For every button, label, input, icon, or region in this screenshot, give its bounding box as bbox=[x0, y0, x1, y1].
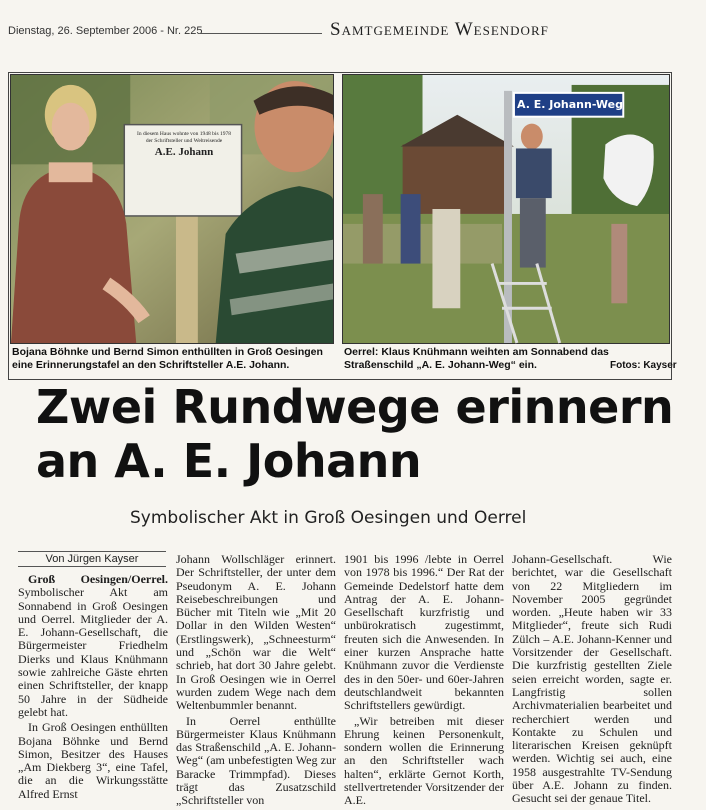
photo-credit: Fotos: Kayser bbox=[610, 360, 677, 371]
plaque-line-1: In diesem Haus wohnte von 1948 bis 1978 bbox=[137, 131, 231, 137]
col1-paragraph-2: In Groß Oesingen enthüllten Bojana Böhnke und Bernd Simon, Besitzer des Hauses „Am Diekberg 3“, eine Tafel, die an die Wirkungsstätte Alfred Ernst bbox=[18, 720, 168, 801]
col3-paragraph-2: „Wir betreiben mit dieser Ehrung keinen Personenkult, sondern wollen die Erinnerung an den Schriftsteller wach halten“, erklärte Gernot Korth, stellvertretender Vorsitzender der A.E. bbox=[344, 713, 504, 808]
article-column-3 bbox=[344, 553, 504, 810]
street-sign-label: A. E. Johann-Weg bbox=[517, 98, 623, 111]
article-column-1 bbox=[18, 573, 168, 803]
photo-caption-left: Bojana Böhnke und Bernd Simon enthüllten in Groß Oesingen eine Erinnerungstafel an den Schriftsteller A.E. Johann. bbox=[12, 346, 323, 371]
article-subhead: Symbolischer Akt in Groß Oesingen und Oerrel bbox=[130, 508, 527, 528]
col1-paragraph-1 bbox=[18, 573, 168, 719]
byline: Von Jürgen Kayser bbox=[45, 553, 139, 565]
article-column-2 bbox=[176, 553, 336, 810]
page-header bbox=[8, 19, 706, 46]
plaque-line-2: der Schriftsteller und Weltreisende bbox=[145, 138, 223, 144]
issue-date: Dienstag, 26. September 2006 - Nr. 225 bbox=[8, 25, 203, 37]
article-column-4 bbox=[512, 553, 672, 808]
plaque-text bbox=[129, 131, 239, 159]
section-title: Samtgemeinde Wesendorf bbox=[330, 19, 549, 40]
headline-line-2: an A. E. Johann bbox=[36, 434, 422, 488]
col3-paragraph-1: 1901 bis 1996 /lebte in Oerrel von 1978 bis 1996.“ Der Rat der Gemeinde Dedelstorf hatte dem Antrag der A. E. Johann-Gesellschaft kurzfristig und unbürokratisch zugestimmt, freuten sich die Anwesenden. In einer kurzen Ansprache hatte Knühmann zuvor die Verdienste des in den 50er- und 60er-Jahren deutschlandweit bekannten Schriftstellers gewürdigt. bbox=[344, 552, 504, 713]
photo-street-sign bbox=[342, 74, 670, 344]
header-rule bbox=[200, 33, 322, 34]
byline-box bbox=[18, 551, 166, 567]
photo-caption-right: Oerrel: Klaus Knühmann weihten am Sonnabend das Straßenschild „A. E. Johann-Weg“ ein. bbox=[344, 346, 609, 371]
col2-paragraph-2: In Oerrel enthüllte Bürgermeister Klaus Knühmann das Straßenschild „A. E. Johann-Weg“ (am unbefestigten Weg zur Baracke Trimmpfad). Dieses trägt das Zusatzschild „Schriftsteller von bbox=[176, 713, 336, 808]
col2-paragraph-1: Johann Wollschläger erinnert. Der Schriftsteller, der unter dem Pseudonym A. E. Johann Reisebeschreibungen und Bücher mit Titeln wie „Mit 20 Dollar in den Wilden Westen“ (Erstlingswerk), „Schneesturm“ und „Schön war die Welt“ schrieb, hat dort 30 Jahre gelebt. In Groß Oesingen wie in Oerrel wurden zudem Wege nach dem Weltenbummler benannt. bbox=[176, 552, 336, 713]
plaque-line-3: A.E. Johann bbox=[154, 146, 214, 158]
photo-memorial-plaque bbox=[10, 74, 334, 344]
dateline: Groß Oesingen/Oerrel. bbox=[28, 572, 168, 586]
col1-text-1: Symbolischer Akt am Sonnabend in Groß Oesingen und Oerrel. Mitglieder der A. E. Johann-Gesellschaft, die Bürgermeister Friedhelm Dierks und Klaus Knühmann sowie zahlreiche Gäste ehrten einen Schriftsteller, der knapp 50 Jahre in der Südheide gelebt hat. bbox=[18, 585, 168, 719]
col4-paragraph-1: Johann-Gesellschaft. Wie berichtet, war die Gesellschaft von 22 Mitgliedern im November 2005 gegründet worden. „Heute haben wir 33 Mitglieder“, freute sich Rudi Zülch – A.E. Johann-Kenner und Vorsitzender der Gesellschaft. Die kurzfristig gestellten Ziele seien erreicht worden, sagte er. Langfristig sollen Archivmaterialien bearbeitet und recherchiert werden und Kontakte zu Schulen und literarischen Kreisen geknüpft werden. Wichtig sei auch, eine 1958 ausgestrahlte TV-Sendung über A.E. Johann zu finden. Gesucht sei der genaue Titel. bbox=[512, 552, 672, 806]
article-headline bbox=[36, 380, 676, 488]
headline-line-1: Zwei Rundwege erinnern bbox=[36, 380, 674, 434]
